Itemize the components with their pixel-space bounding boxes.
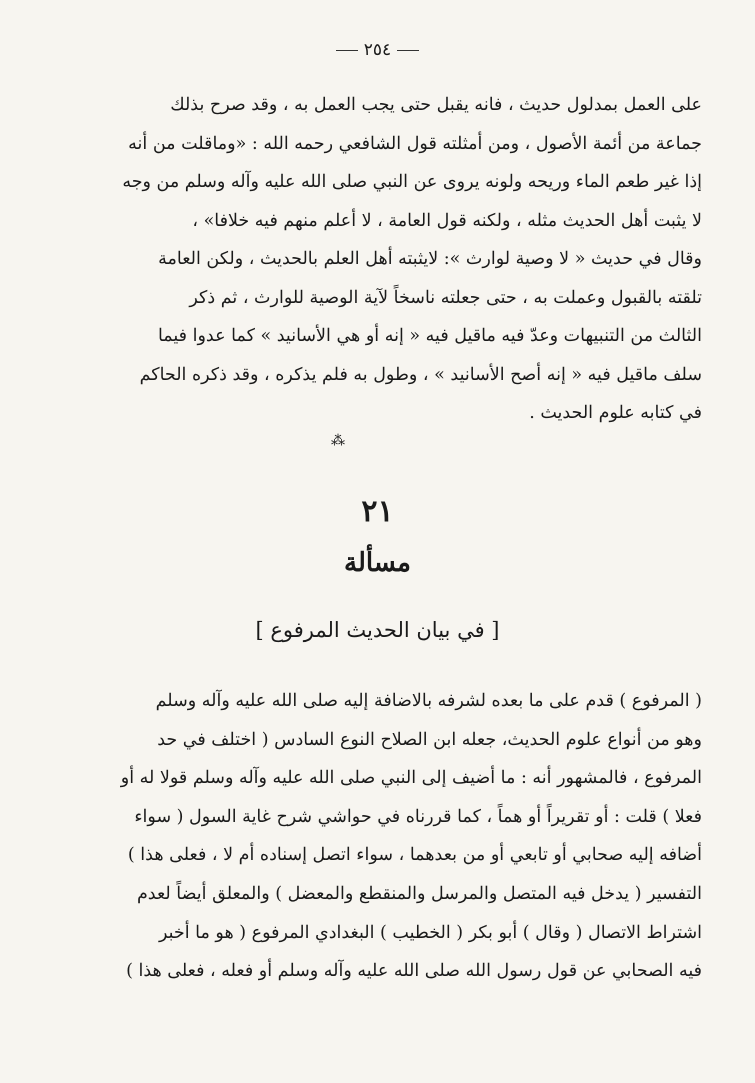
text-line: سلف ماقيل فيه « إنه أصح الأسانيد » ، وطول به فلم يذكره ، وقد ذكره الحاكم bbox=[139, 364, 702, 385]
text-line: ( المرفوع ) قدم على ما بعده لشرفه بالاضافة إليه صلى الله عليه وآله وسلم bbox=[155, 691, 702, 711]
page-number-text: ٢٥٤ bbox=[363, 40, 392, 60]
text-line: إذا غير طعم الماء وريحه ولونه يروى عن النبي صلى الله عليه وآله وسلم من وجه bbox=[122, 172, 702, 192]
chapter-number: ٢١ bbox=[361, 494, 394, 529]
text-line: في كتابه علوم الحديث . bbox=[529, 403, 702, 423]
page-number-dash-right bbox=[397, 50, 419, 51]
page-number-dash-left bbox=[336, 50, 358, 51]
issue-label: مسألة bbox=[344, 548, 411, 578]
page-number bbox=[0, 40, 755, 60]
text-line: فيه الصحابي عن قول رسول الله صلى الله عليه وآله وسلم أو فعله ، فعلى هذا ) bbox=[126, 961, 702, 982]
paragraph-marfu bbox=[62, 682, 702, 991]
section-divider-asterism: ⁂ bbox=[331, 433, 345, 449]
text-line: لا يثبت أهل الحديث مثله ، ولكنه قول العامة ، لا أعلم منهم فيه خلافا» ، bbox=[192, 210, 702, 231]
text-line: على العمل بمدلول حديث ، فانه يقبل حتى يجب العمل به ، وقد صرح بذلك bbox=[170, 95, 702, 115]
text-line: أضافه إليه صحابي أو تابعي أو من بعدهما ، سواء اتصل إسناده أم لا ، فعلى هذا ) bbox=[127, 845, 702, 866]
text-line: الثالث من التنبيهات وعدّ فيه ماقيل فيه « إنه أو هي الأسانيد » كما عدوا فيما bbox=[157, 326, 702, 346]
text-line: تلقته بالقبول وعملت به ، حتى جعلته ناسخاً لآية الوصية للوارث ، ثم ذكر bbox=[189, 287, 702, 308]
text-line: جماعة من أئمة الأصول ، ومن أمثلته قول الشافعي رحمه الله : «وماقلت من أنه bbox=[128, 133, 702, 154]
text-line: المرفوع ، فالمشهور أنه : ما أضيف إلى النبي صلى الله عليه وآله وسلم قولا له أو bbox=[120, 768, 702, 789]
text-line: وهو من أنواع علوم الحديث، جعله ابن الصلاح النوع السادس ( اختلف في حد bbox=[157, 729, 702, 750]
text-line: اشتراط الاتصال ( وقال ) أبو بكر ( الخطيب ) البغدادي المرفوع ( هو ما أخبر bbox=[158, 922, 702, 943]
paragraph-intro bbox=[68, 86, 702, 433]
text-line: التفسير ( يدخل فيه المتصل والمرسل والمنقطع والمعضل ) والمعلق أيضاً لعدم bbox=[136, 883, 702, 904]
text-line: فعلا ) قلت : أو تقريراً أو هماً ، كما قررناه في حواشي شرح غاية السول ( سواء bbox=[134, 806, 702, 827]
section-title: [ في بيان الحديث المرفوع ] bbox=[255, 618, 500, 642]
text-line: وقال في حديث « لا وصية لوارث »: لايثبته أهل العلم بالحديث ، ولكن العامة bbox=[158, 249, 702, 269]
